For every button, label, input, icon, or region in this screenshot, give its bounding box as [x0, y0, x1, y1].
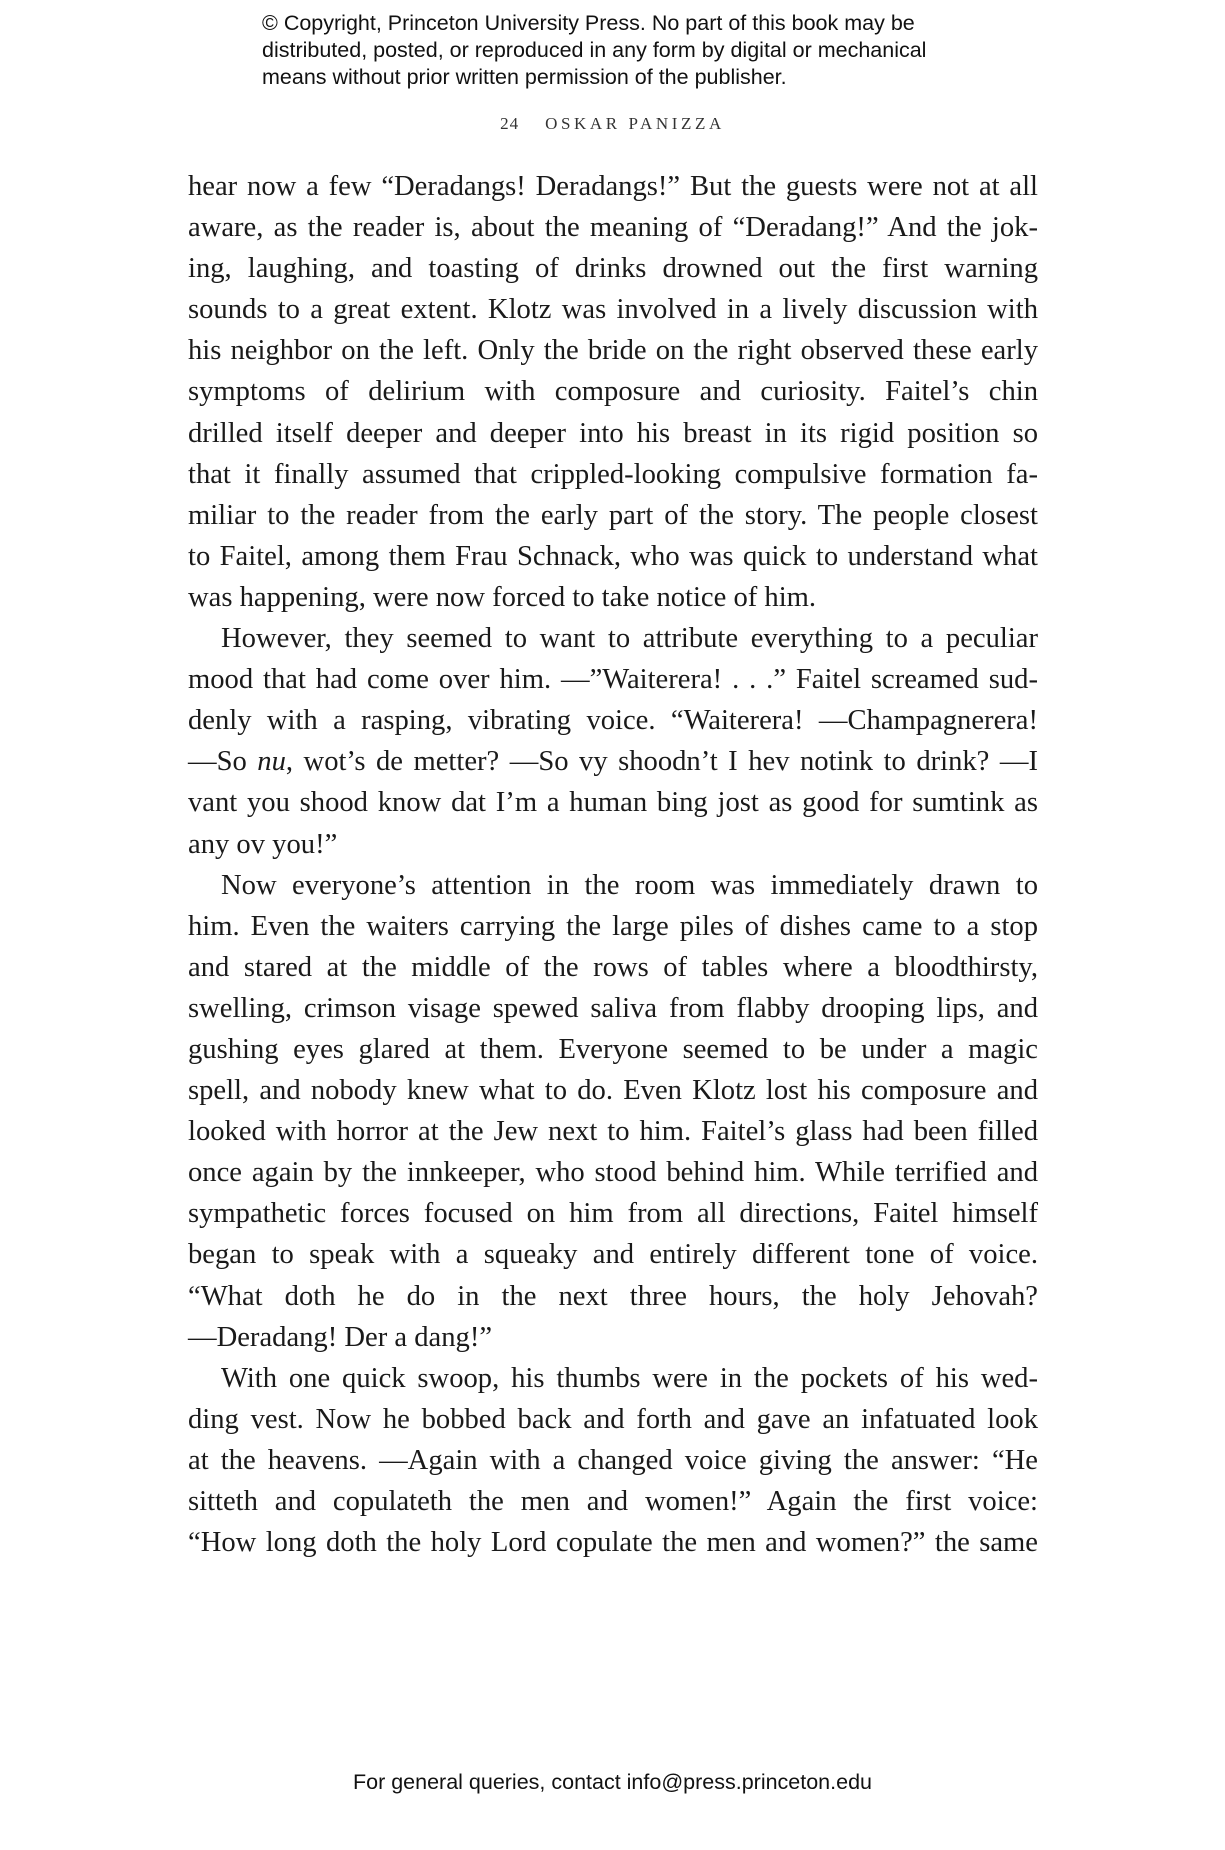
text-line: However, they seemed to want to attribute everything to a peculiar [221, 623, 1038, 655]
text-line: ding vest. Now he bobbed back and forth and gave an infatuated look [188, 1403, 1038, 1435]
text-line: began to speak with a squeaky and entirely different tone of voice. [188, 1239, 1038, 1271]
text-line: and stared at the middle of the rows of tables where a bloodthirsty, [188, 951, 1038, 983]
page-number: 24 [500, 114, 520, 133]
text-line: him. Even the waiters carrying the large piles of dishes came to a stop [188, 910, 1038, 942]
text-line: at the heavens. —Again with a changed voice giving the answer: “He [188, 1444, 1038, 1476]
text-line: swelling, crimson visage spewed saliva from flabby drooping lips, and [188, 992, 1038, 1024]
text-line: —Deradang! Der a dang!” [188, 1321, 493, 1353]
text-line: his neighbor on the left. Only the bride on the right observed these early [188, 335, 1038, 367]
text-line: any ov you!” [188, 828, 338, 860]
copyright-line: © Copyright, Princeton University Press. No part of this book may be [262, 11, 915, 35]
text-line: sounds to a great extent. Klotz was involved in a lively discussion with [188, 294, 1038, 326]
text-line: drilled itself deeper and deeper into his breast in its rigid position so [188, 417, 1038, 449]
copyright-line: means without prior written permission of the publisher. [262, 65, 787, 89]
text-line: sitteth and copulateth the men and women!” Again the first voice: [188, 1486, 1038, 1517]
text-line: was happening, were now forced to take notice of him. [188, 581, 817, 613]
running-head-author: OSKAR PANIZZA [545, 114, 725, 133]
copyright-line: distributed, posted, or reproduced in any form by digital or mechanical [262, 38, 927, 62]
text-line: gushing eyes glared at them. Everyone seemed to be under a magic [188, 1033, 1038, 1065]
text-line: spell, and nobody knew what to do. Even Klotz lost his composure and [188, 1075, 1038, 1107]
text-line: ing, laughing, and toasting of drinks drowned out the first warning [188, 253, 1038, 285]
text-line: denly with a rasping, vibrating voice. “Waiterera! —Champagnerera! [188, 705, 1038, 737]
text-line: —So nu, wot’s de metter? —So vy shoodn’t I hev notink to drink? —I [188, 746, 1038, 778]
text-line: Now everyone’s attention in the room was immediately drawn to [221, 869, 1038, 901]
text-line: to Faitel, among them Frau Schnack, who was quick to understand what [188, 540, 1038, 572]
running-head [0, 114, 1225, 134]
text-line: With one quick swoop, his thumbs were in the pockets of his wed- [221, 1362, 1038, 1394]
text-line: symptoms of delirium with composure and curiosity. Faitel’s chin [188, 376, 1038, 408]
footer-contact: For general queries, contact info@press.princeton.edu [352, 1770, 872, 1794]
text-line: that it finally assumed that crippled-looking compulsive formation fa- [188, 458, 1038, 490]
text-line: looked with horror at the Jew next to him. Faitel’s glass had been filled [188, 1116, 1038, 1148]
text-line: aware, as the reader is, about the meaning of “Deradang!” And the jok- [188, 212, 1038, 244]
text-line: once again by the innkeeper, who stood behind him. While terrified and [188, 1157, 1038, 1189]
text-line: miliar to the reader from the early part of the story. The people closest [188, 499, 1038, 531]
body-text [188, 166, 1038, 1563]
text-line: “What doth he do in the next three hours, the holy Jehovah? [188, 1280, 1038, 1312]
text-line: mood that had come over him. —”Waiterera! . . .” Faitel screamed sud- [188, 664, 1038, 696]
text-line: sympathetic forces focused on him from all directions, Faitel himself [188, 1198, 1038, 1230]
text-line: hear now a few “Deradangs! Deradangs!” But the guests were not at all [188, 171, 1038, 202]
text-line: “How long doth the holy Lord copulate the men and women?” the same [188, 1527, 1038, 1559]
text-line: vant you shood know dat I’m a human bing jost as good for sumtink as [188, 787, 1038, 819]
copyright-notice [262, 10, 982, 91]
